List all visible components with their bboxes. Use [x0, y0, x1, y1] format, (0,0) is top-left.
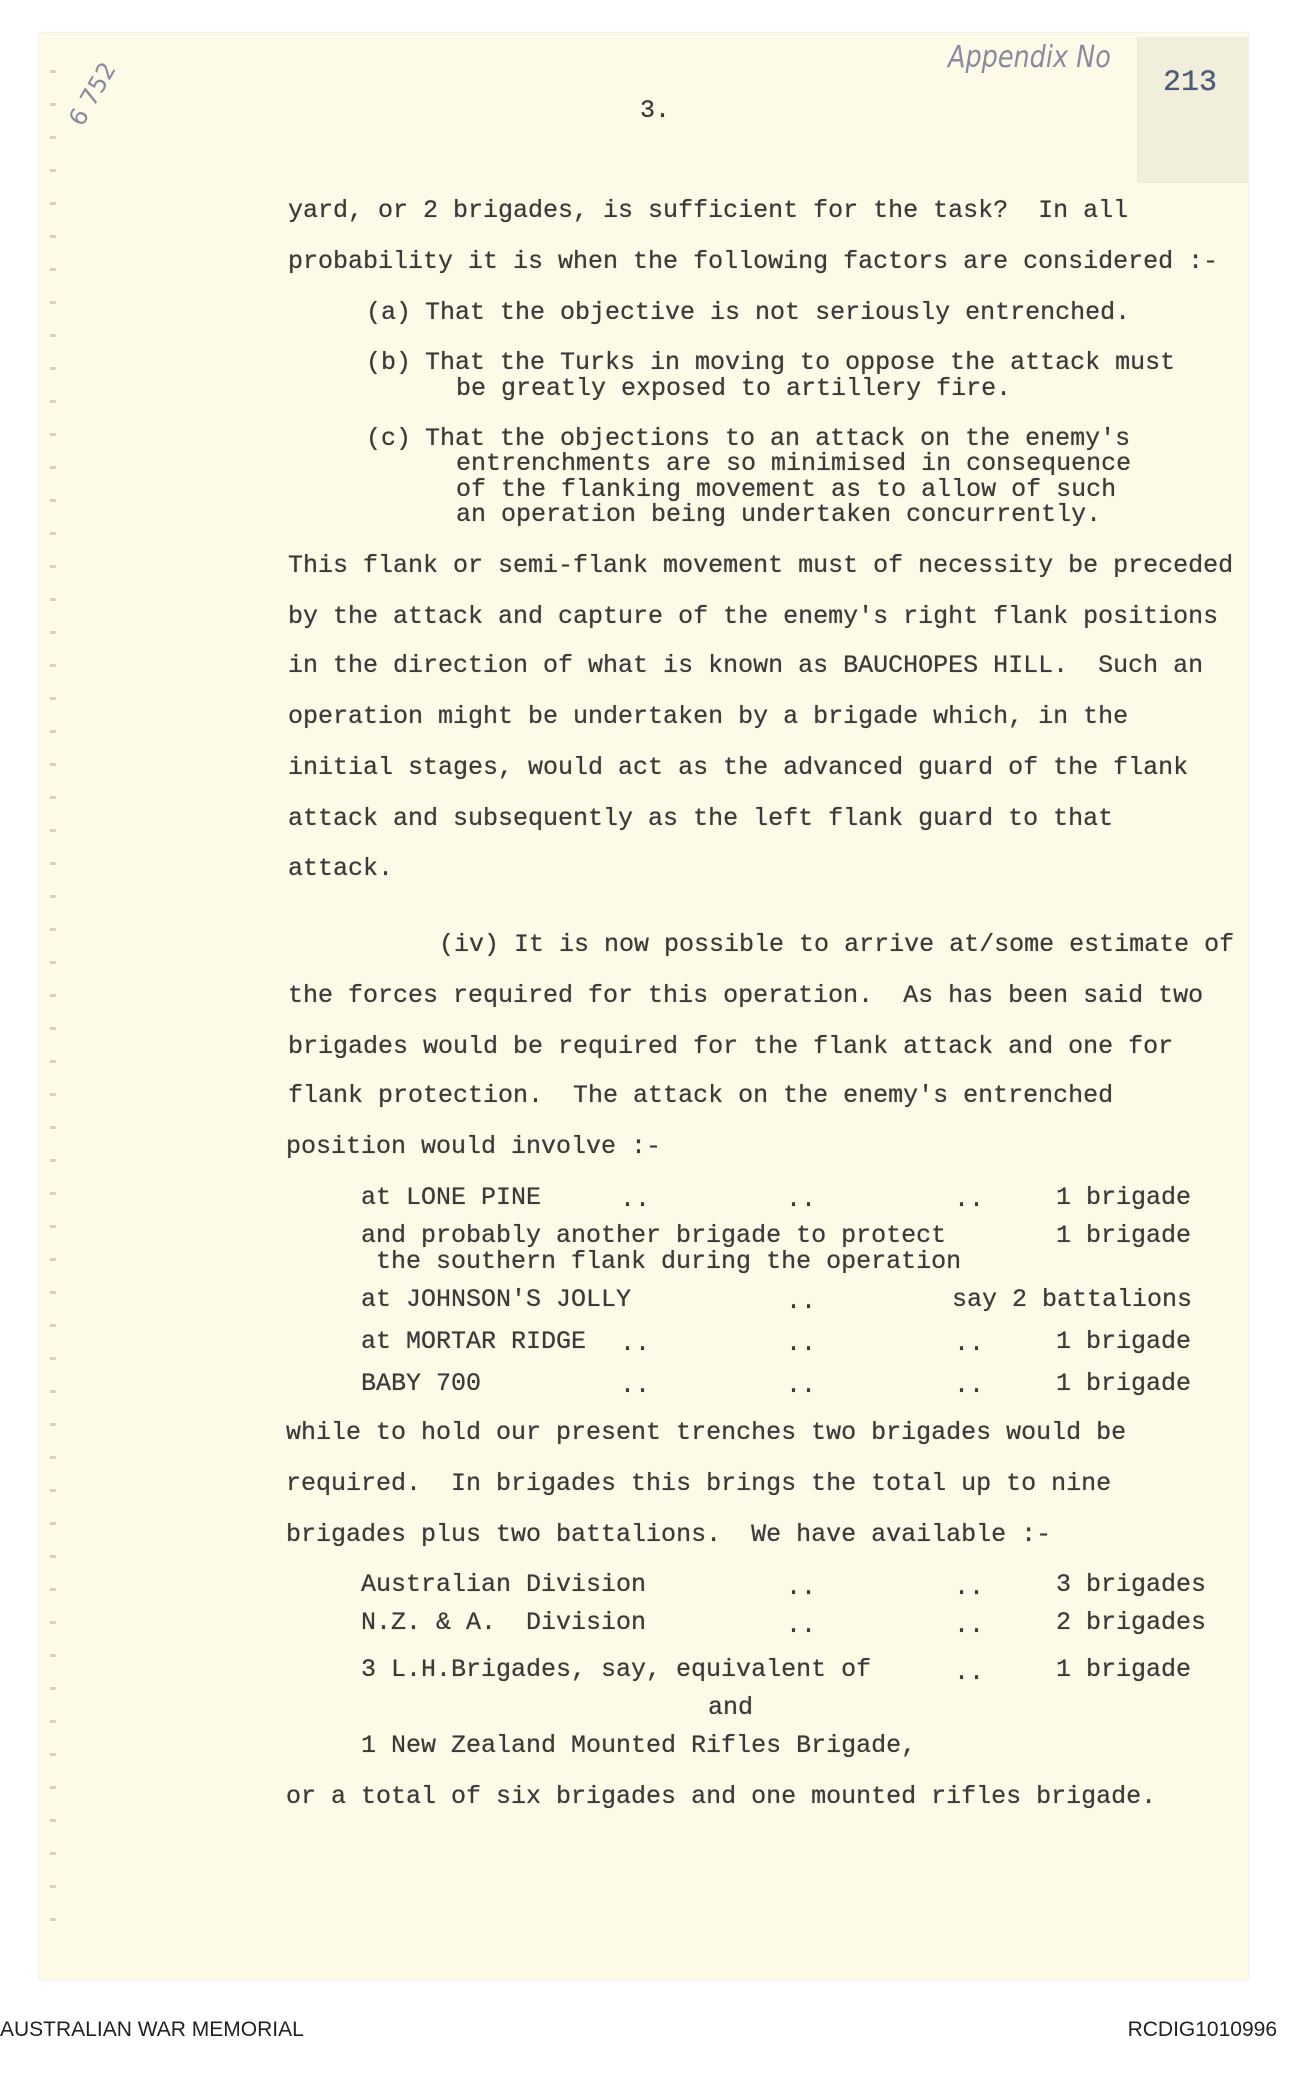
paragraph-line: probability it is when the following factors are considered :- — [288, 247, 1219, 276]
nz-mounted-rifles: 1 New Zealand Mounted Rifles Brigade, — [361, 1731, 917, 1760]
archive-tab — [1137, 37, 1248, 183]
conclusion-line: or a total of six brigades and one mounted rifles brigade. — [286, 1782, 1157, 1811]
paragraph-line: (iv) It is now possible to arrive at/some estimate of — [439, 930, 1235, 959]
paragraph-line: This flank or semi-flank movement must of necessity be preceded — [288, 551, 1234, 580]
leader-dots: .. — [620, 1329, 651, 1358]
paragraph-line: position would involve :- — [286, 1132, 662, 1161]
requirement-place-cont: the southern flank during the operation — [376, 1247, 962, 1276]
factor-label: (a) — [366, 298, 412, 327]
available-unit: 3 L.H.Brigades, say, equivalent of — [361, 1655, 872, 1684]
paragraph-line: attack. — [288, 854, 394, 883]
leader-dots: .. — [786, 1611, 817, 1640]
paragraph-line: initial stages, would act as the advanced guard of the flank — [288, 753, 1189, 782]
requirement-place: at JOHNSON'S JOLLY — [361, 1285, 632, 1314]
factor-line: That the objective is not seriously entrenched. — [425, 298, 1131, 327]
binding-holes — [50, 40, 56, 1940]
available-value: 3 brigades — [1056, 1570, 1207, 1599]
leader-dots: .. — [954, 1573, 985, 1602]
requirement-place: at LONE PINE — [361, 1183, 542, 1212]
factor-line: That the Turks in moving to oppose the attack must — [425, 348, 1176, 377]
footer-institution: AUSTRALIAN WAR MEMORIAL — [0, 2018, 304, 2041]
factor-label: (c) — [366, 424, 412, 453]
handwritten-reference: 6 752 — [63, 57, 122, 131]
leader-dots: .. — [620, 1371, 651, 1400]
available-value: 2 brigades — [1056, 1608, 1207, 1637]
paragraph-line: in the direction of what is known as BAUCHOPES HILL. Such an — [288, 651, 1204, 680]
requirement-place: at MORTAR RIDGE — [361, 1327, 587, 1356]
factor-label: (b) — [366, 348, 412, 377]
paragraph-line: brigades plus two battalions. We have available :- — [286, 1520, 1052, 1549]
factor-line: be greatly exposed to artillery fire. — [456, 374, 1012, 403]
appendix-label: Appendix No — [948, 40, 1111, 75]
leader-dots: .. — [954, 1185, 985, 1214]
leader-dots: .. — [954, 1329, 985, 1358]
paragraph-line: required. In brigades this brings the total up to nine — [286, 1469, 1112, 1498]
paragraph-line: by the attack and capture of the enemy's right flank positions — [288, 602, 1219, 631]
leader-dots: .. — [954, 1371, 985, 1400]
requirement-value: 1 brigade — [1056, 1183, 1192, 1212]
leader-dots: .. — [954, 1611, 985, 1640]
available-unit: Australian Division — [361, 1570, 647, 1599]
paragraph-line: yard, or 2 brigades, is sufficient for the task? In all — [288, 196, 1129, 225]
leader-dots: .. — [786, 1329, 817, 1358]
requirement-value: 1 brigade — [1056, 1221, 1192, 1250]
leader-dots: .. — [954, 1658, 985, 1687]
leader-dots: .. — [786, 1287, 817, 1316]
leader-dots: .. — [786, 1371, 817, 1400]
requirement-place: BABY 700 — [361, 1369, 482, 1398]
requirement-value: 1 brigade — [1056, 1327, 1192, 1356]
leader-dots: .. — [786, 1185, 817, 1214]
appendix-number: 213 — [1163, 66, 1218, 100]
paragraph-line: flank protection. The attack on the enemy's entrenched — [288, 1081, 1114, 1110]
paragraph-line: brigades would be required for the flank attack and one for — [288, 1032, 1174, 1061]
leader-dots: .. — [620, 1185, 651, 1214]
factor-line: entrenchments are so minimised in consequence — [456, 449, 1132, 478]
factor-line: an operation being undertaken concurrently. — [456, 500, 1102, 529]
available-value: 1 brigade — [1056, 1655, 1192, 1684]
leader-dots: .. — [786, 1573, 817, 1602]
available-unit: N.Z. & A. Division — [361, 1608, 647, 1637]
requirement-value: say 2 battalions — [952, 1285, 1193, 1314]
requirement-place: and probably another brigade to protect — [361, 1221, 947, 1250]
footer-record-id: RCDIG1010996 — [1127, 2018, 1277, 2041]
paragraph-line: attack and subsequently as the left flank guard to that — [288, 804, 1114, 833]
paragraph-line: while to hold our present trenches two brigades would be — [286, 1418, 1127, 1447]
factor-line: of the flanking movement as to allow of such — [456, 475, 1117, 504]
page-number: 3. — [640, 96, 671, 125]
requirement-value: 1 brigade — [1056, 1369, 1192, 1398]
paragraph-line: the forces required for this operation. As has been said two — [288, 981, 1204, 1010]
factor-line: That the objections to an attack on the enemy's — [425, 424, 1131, 453]
paragraph-line: operation might be undertaken by a brigade which, in the — [288, 702, 1129, 731]
and-connector: and — [708, 1693, 754, 1722]
